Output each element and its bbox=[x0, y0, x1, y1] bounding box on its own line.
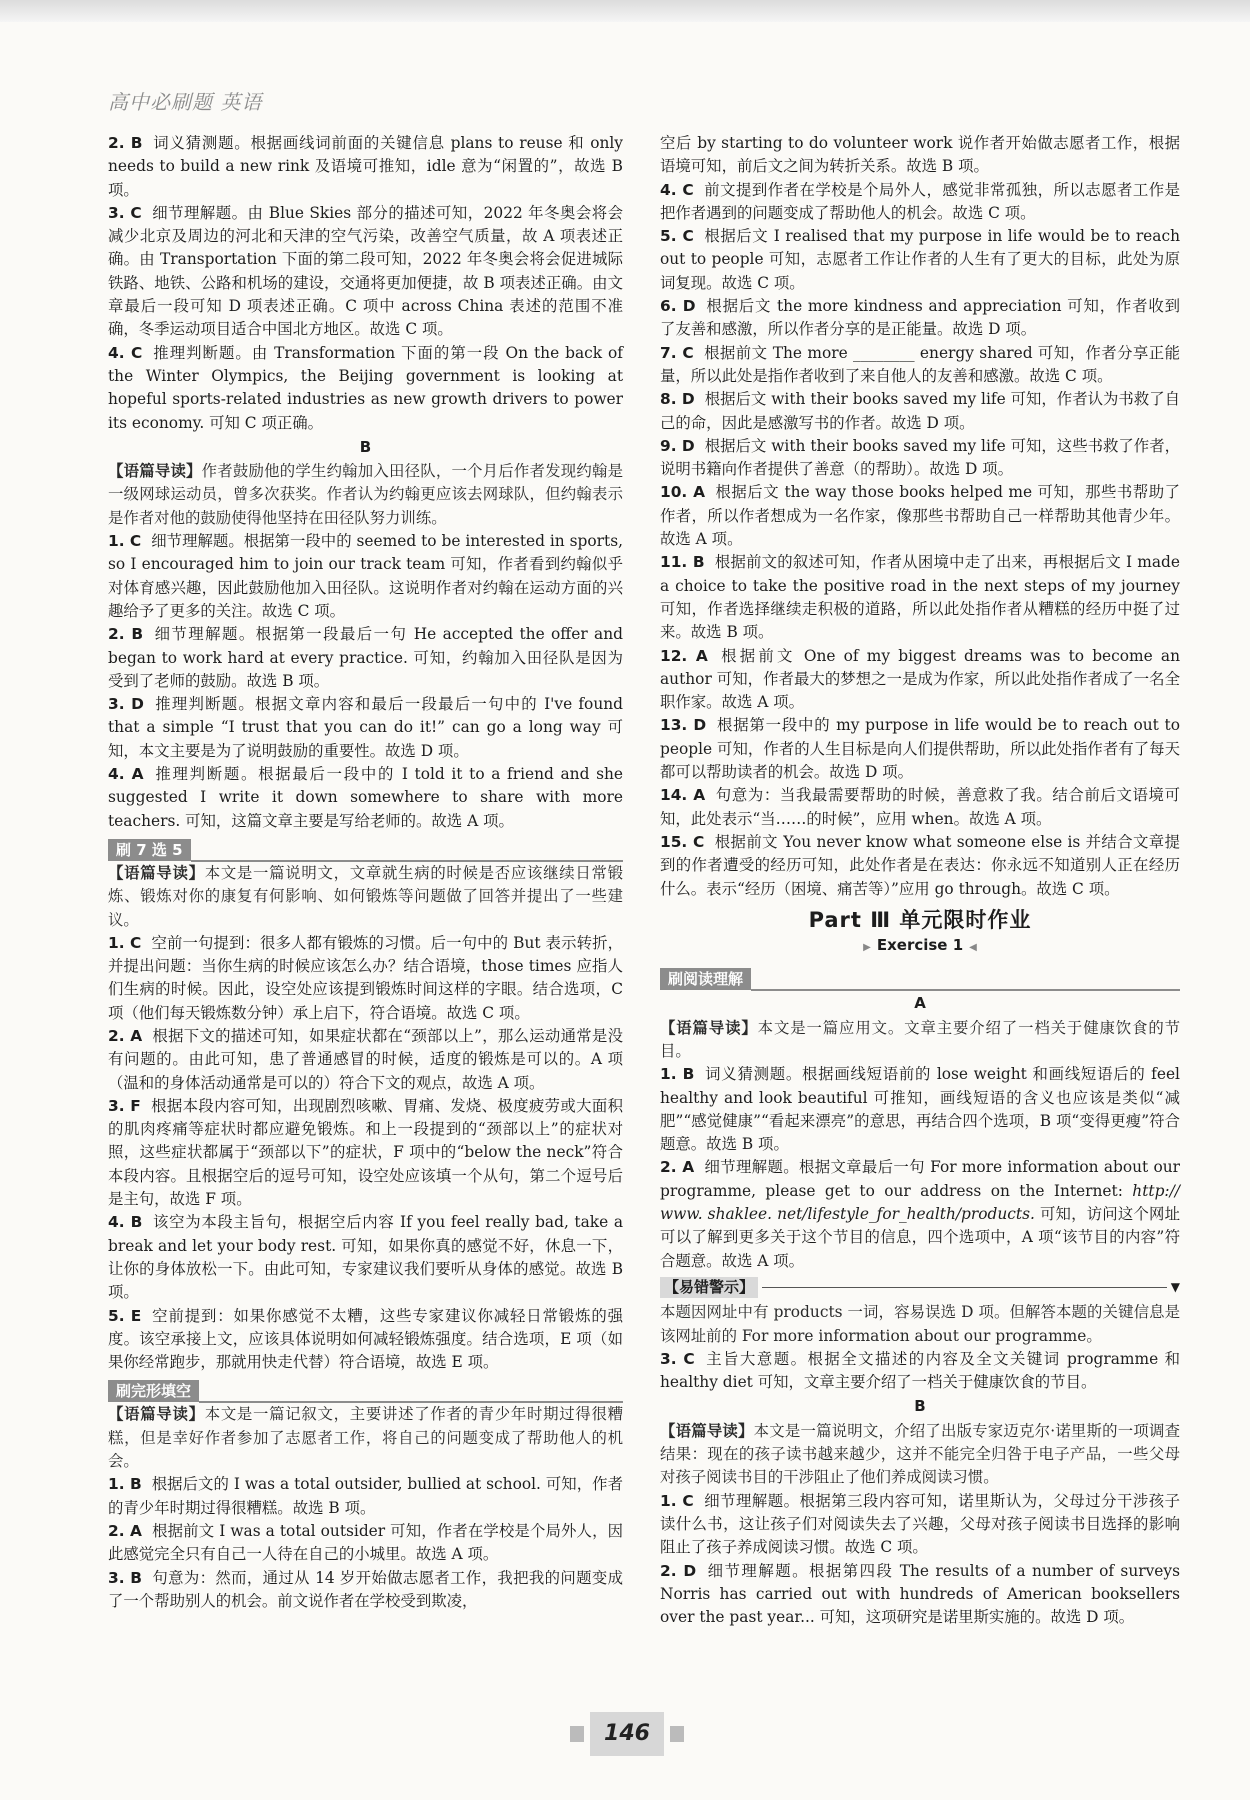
answer-number: 1. B bbox=[108, 1475, 142, 1494]
answer-text: 根据本段内容可知，出现剧烈咳嗽、胃痛、发烧、极度疲劳或大面积的肌肉疼痛等症状时都应避免锻炼。和上一段提到的“颈部以上”的症状对照，这些症状都属于“颈部以下”的症状，F 项中的“below the neck”符合本段内容。且根据空后的逗号可知，设空处应该填一个从句，第二个逗号后是主句，故选 F 项。 bbox=[108, 1096, 623, 1209]
answer-number: 2. B bbox=[108, 134, 143, 152]
answer-number: 2. A bbox=[660, 1158, 695, 1177]
answer-number: 7. C bbox=[660, 343, 694, 362]
passage-guide bbox=[660, 1301, 1180, 1348]
page-number: 146 bbox=[590, 1712, 664, 1756]
answer-number: 5. C bbox=[660, 227, 694, 246]
answer-item bbox=[660, 1490, 1180, 1560]
answer-number: 4. C bbox=[660, 180, 694, 199]
passage-label: A bbox=[914, 994, 926, 1013]
answer-text: 根据前文的叙述可知，作者从困境中走了出来，再根据后文 I made a choice to take the positive road in the next steps of my journey 可知，作者选择继续走积极的道路，所以此处指作者从糟糕的经历中挺了过来。故选 B 项。 bbox=[660, 553, 1180, 642]
answer-text: 细节理解题。根据第四段 The results of a number of surveys Norris has carried out with hundreds of American booksellers over the past year... 可知，这项研究是诺里斯实施的。故选 D 项。 bbox=[660, 1561, 1180, 1627]
page-header: 高中必刷题 英语 bbox=[108, 90, 263, 114]
answer-text: 主旨大意题。根据全文描述的内容及全文关键词 programme 和 healthy diet 可知，文章主要介绍了一档关于健康饮食的节目。 bbox=[660, 1349, 1180, 1392]
triangle-down-icon: ▼ bbox=[1170, 1279, 1180, 1294]
guide-tag: 【语篇导读】 bbox=[660, 1018, 758, 1037]
guide-text: 作者鼓励他的学生约翰加入田径队，一个月后作者发现约翰是一级网球运动员，曾多次获奖。作者认为约翰更应该去网球队，但约翰表示是作者对他的鼓励使得他坚持在田径队努力训练。 bbox=[108, 462, 623, 527]
guide-text: 本文是一篇应用文。文章主要介绍了一档关于健康饮食的节目。 bbox=[660, 1018, 1180, 1060]
answer-text: 推理判断题。根据最后一段中的 I told it to a friend and she suggested I write it down somewhere to share with more teachers. 可知，这篇文章主要是写给老师的。故选 A 项。 bbox=[108, 765, 624, 830]
passage-guide bbox=[108, 862, 623, 932]
answer-number: 8. D bbox=[660, 390, 695, 409]
answer-number: 3. B bbox=[108, 1568, 143, 1587]
answer-item bbox=[660, 179, 1180, 226]
guide-tag: 【语篇导读】 bbox=[108, 863, 205, 882]
guide-text: 本题因网址中有 products 一词，容易误选 D 项。但解答本题的关键信息是该网址前的 For more information about our programme。 bbox=[660, 1303, 1180, 1345]
answer-item bbox=[660, 1348, 1180, 1395]
answer-item bbox=[108, 1567, 623, 1614]
answer-item bbox=[108, 1025, 623, 1095]
answer-item bbox=[660, 1063, 1180, 1156]
answer-number: 2. A bbox=[108, 1521, 142, 1540]
answer-text: 句意为：当我最需要帮助的时候，善意救了我。结合前后文语境可知，此处表示“当……的时候”，应用 when。故选 A 项。 bbox=[660, 786, 1180, 828]
answer-item bbox=[108, 1305, 623, 1375]
exercise-title bbox=[660, 934, 1180, 959]
guide-text: 本文是一篇说明文，介绍了出版专家迈克尔·诺里斯的一项调查结果：现在的孩子读书越来越少，这并不能完全归咎于电子产品，一些父母对孩子阅读书目的干涉阻止了他们养成阅读习惯。 bbox=[660, 1421, 1180, 1487]
answer-text: 细节理解题。根据第一段中的 seemed to be interested in sports, so I encouraged him to join our track team 可知，作者看到约翰似乎对体育感兴趣，因此鼓励他加入田径队。这说明作者对约翰在运动方面的兴趣给予了更多的关注。故选 C 项。 bbox=[108, 532, 623, 620]
answer-text: 空前一句提到：很多人都有锻炼的习惯。后一句中的 But 表示转折，并提出问题：当你生病的时候应该怎么办？结合语境，those times 应指人们生病的时候。因此，设空处应该提到锻炼时间这样的字眼。结合选项，C 项（他们每天锻炼数分钟）承上启下，符合语境。故选 C 项。 bbox=[108, 933, 623, 1022]
answer-item bbox=[660, 1560, 1180, 1630]
answer-number: 1. C bbox=[108, 532, 142, 551]
answer-item bbox=[660, 1156, 1180, 1272]
answer-item bbox=[660, 831, 1180, 901]
answer-text: 细节理解题。根据第一段最后一句 He accepted the offer and began to work hard at every practice. 可知，约翰加入田径队是因为受到了老师的鼓励。故选 B 项。 bbox=[108, 625, 623, 690]
passage-guide bbox=[660, 1017, 1180, 1064]
answer-number: 11. B bbox=[660, 553, 705, 572]
answer-text: 根据前文 I was a total outsider 可知，作者在学校是个局外人，因此感觉完全只有自己一人待在自己的小城里。故选 A 项。 bbox=[108, 1521, 623, 1564]
answer-item bbox=[660, 388, 1180, 435]
answer-text: 根据前文 You never know what someone else is 并结合文章提到的作者遭受的经历可知，此处作者是在表达：你永远不知道别人正在经历什么。表示“经历（困境、痛苦等）”应用 go through。故选 C 项。 bbox=[660, 832, 1180, 898]
passage-guide bbox=[108, 460, 623, 530]
guide-tag: 【语篇导读】 bbox=[108, 462, 202, 481]
answer-number: 1. C bbox=[108, 933, 142, 952]
passage-guide bbox=[660, 1420, 1180, 1490]
answer-number: 2. D bbox=[660, 1561, 697, 1580]
answer-text: 根据后文 the more kindness and appreciation 可知，作者收到了友善和感激，所以作者分享的是正能量。故选 D 项。 bbox=[660, 297, 1180, 339]
answer-item bbox=[108, 1473, 623, 1520]
answer-item bbox=[108, 1211, 623, 1304]
answer-number: 13. D bbox=[660, 716, 707, 735]
answer-number: 5. E bbox=[108, 1306, 142, 1325]
arrow-left-icon: ◀ bbox=[969, 942, 977, 954]
guide-text: 本文是一篇记叙文，主要讲述了作者的青少年时期过得很糟糕，但是幸好作者参加了志愿者工作，将自己的问题变成了帮助他人的机会。 bbox=[108, 1405, 623, 1471]
answer-item bbox=[660, 225, 1180, 295]
answer-item bbox=[660, 784, 1180, 831]
answer-text: 词义猜测题。根据画线词前面的关键信息 plans to reuse 和 only needs to build a new rink 及语境可推知，idle 意为“闲置的”，故选 B 项。 bbox=[108, 134, 623, 199]
passage-label: B bbox=[359, 437, 372, 456]
section-title: 刷 7 选 5 bbox=[108, 839, 191, 861]
right-column bbox=[660, 132, 1180, 1629]
answer-number: 1. B bbox=[660, 1065, 695, 1084]
guide-tag: 【语篇导读】 bbox=[108, 1405, 205, 1424]
part-title: Part Ⅲ 单元限时作业 bbox=[808, 907, 1032, 932]
answer-number: 9. D bbox=[660, 436, 695, 455]
passage-guide bbox=[108, 1403, 623, 1473]
answer-item bbox=[108, 202, 623, 342]
answer-text: 词义猜测题。根据画线短语前的 lose weight 和画线短语后的 feel healthy and look beautiful 可推知，画线短语的含义也应该是类似“减肥”“感觉健康”“看起来漂亮”的意思，再结合四个选项，B 项“变得更瘦”符合题意。故选 B 项。 bbox=[660, 1065, 1180, 1154]
answer-item bbox=[108, 932, 623, 1025]
answer-text: 细节理解题。由 Blue Skies 部分的描述可知，2022 年冬奥会将会减少北京及周边的河北和天津的空气污染，改善空气质量，故 A 项表述正确。由 Transportation 下面的第二段可知，2022 年冬奥会将会促进城际铁路、地铁、公路和机场的建设，交通将更加便捷，故 B 项表述正确。由文章最后一段可知 D 项表述正确。C 项中 across China 表述的范围不准确，冬季运动项目适合中国北方地区。故选 C 项。 bbox=[108, 203, 623, 339]
answer-number: 3. C bbox=[108, 203, 142, 222]
answer-number: 4. A bbox=[108, 765, 144, 784]
answer-text: 句意为：然而，通过从 14 岁开始做志愿者工作，我把我的问题变成了一个帮助别人的机会。前文说作者在学校受到欺凌， bbox=[108, 1568, 623, 1610]
answer-number: 3. F bbox=[108, 1096, 141, 1115]
guide-text: 本文是一篇说明文，文章就生病的时候是否应该继续日常锻炼、锻炼对你的康复有何影响、如何锻炼等问题做了回答并提出了一些建议。 bbox=[108, 863, 623, 929]
answer-item bbox=[660, 481, 1180, 551]
exercise-label: Exercise 1 bbox=[876, 936, 964, 955]
answer-url: http:// www. shaklee. net/lifestyle_for_health/products. bbox=[660, 1181, 1180, 1224]
section-rule bbox=[751, 989, 1180, 991]
answer-text: 推理判断题。根据文章内容和最后一段最后一句中的 I've found that a simple “I trust that you can do it!” can go a long way 可知，本文主要是为了说明鼓励的重要性。故选 D 项。 bbox=[108, 695, 623, 760]
answer-text: 根据下文的描述可知，如果症状都在“颈部以上”，那么运动通常是没有问题的。由此可知，患了普通感冒的时候，适度的锻炼是可以的。A 项（温和的身体活动通常是可以的）符合下文的观点，故选 A 项。 bbox=[108, 1026, 623, 1092]
answer-number: 2. A bbox=[108, 1026, 143, 1045]
answer-number: 4. C bbox=[108, 343, 143, 362]
answer-number: 14. A bbox=[660, 786, 706, 805]
answer-item bbox=[108, 693, 623, 763]
answer-text: 可知，访问这个网址可以了解到更多关于这个节目的信息，四个选项中，A 项“该节目的内容”符合题意。故选 A 项。 bbox=[660, 1205, 1180, 1270]
section-title: 刷阅读理解 bbox=[660, 968, 751, 990]
left-column bbox=[108, 132, 623, 1613]
answer-item bbox=[108, 342, 623, 435]
answer-number: 3. D bbox=[108, 695, 144, 714]
answer-item bbox=[660, 714, 1180, 784]
answer-item bbox=[108, 763, 623, 833]
answer-item bbox=[660, 295, 1180, 342]
answer-text: 该空为本段主旨句，根据空后内容 If you feel really bad, take a break and let your body rest. 可知，如果你真的感觉不好，休息一下，让你的身体放松一下。由此可知，专家建议我们要听从身体的感觉。故选 B 项。 bbox=[108, 1213, 623, 1302]
warning-rule bbox=[762, 1287, 1167, 1288]
answer-text: 根据前文 One of my biggest dreams was to become an author 可知，作者最大的梦想之一是成为作家，所以此处指作者成了一名全职作家。故选 A 项。 bbox=[660, 646, 1180, 712]
answer-item bbox=[108, 623, 623, 693]
answer-number: 3. C bbox=[660, 1349, 695, 1368]
answer-number: 10. A bbox=[660, 483, 706, 502]
answer-text: 细节理解题。根据文章最后一句 For more information about our programme, please get to our address on the Internet: bbox=[660, 1158, 1181, 1200]
answer-number: 12. A bbox=[660, 646, 708, 665]
warning-label: 【易错警示】 bbox=[660, 1277, 758, 1298]
answer-number: 15. C bbox=[660, 832, 705, 851]
section-title: 刷完形填空 bbox=[108, 1380, 199, 1402]
answer-text: 根据后文 the way those books helped me 可知，那些书帮助了作者，所以作者想成为一名作家，像那些书帮助自己一样帮助其他青少年。故选 A 项。 bbox=[660, 483, 1180, 549]
section-header bbox=[108, 836, 623, 862]
answer-text: 根据第一段中的 my purpose in life would be to reach out to people 可知，作者的人生目标是向人们提供帮助，所以此处指作者有了每天都可以帮助读者的机会。故选 D 项。 bbox=[660, 716, 1180, 782]
answer-text: 根据后文的 I was a total outsider, bullied at school. 可知，作者的青少年时期过得很糟糕。故选 B 项。 bbox=[108, 1475, 623, 1517]
continued-text: 空后 by starting to do volunteer work 说作者开始做志愿者工作，根据语境可知，前后文之间为转折关系。故选 B 项。 bbox=[660, 134, 1180, 176]
answer-text: 空前提到：如果你感觉不太糟，这些专家建议你减轻日常锻炼的强度。该空承接上文，应该具体说明如何减轻锻炼强度。结合选项，E 项（如果你经常跑步，那就用快走代替）符合语境，故选 E 项。 bbox=[108, 1306, 623, 1372]
answer-item bbox=[108, 1520, 623, 1567]
answer-text: 前文提到作者在学校是个局外人，感觉非常孤独，所以志愿者工作是把作者遇到的问题变成了帮助他人的机会。故选 C 项。 bbox=[660, 180, 1180, 222]
answer-text: 根据后文 with their books saved my life 可知，作者认为书救了自己的命，因此是感激写书的作者。故选 D 项。 bbox=[660, 390, 1180, 432]
answer-number: 1. C bbox=[660, 1491, 694, 1510]
error-warning-header bbox=[660, 1276, 1180, 1299]
passage-label: B bbox=[914, 1397, 926, 1416]
answer-item bbox=[108, 1095, 623, 1211]
answer-item bbox=[108, 132, 623, 202]
answer-item bbox=[108, 530, 623, 623]
answer-text: 推理判断题。由 Transformation 下面的第一段 On the back of the Winter Olympics, the Beijing government is looking at hopeful sports-related industries as new growth drivers to power its economy. 可知 C 项正确。 bbox=[108, 343, 623, 432]
answer-number: 6. D bbox=[660, 297, 696, 316]
guide-tag: 【语篇导读】 bbox=[660, 1421, 754, 1440]
answer-text: 根据后文 with their books saved my life 可知，这些书救了作者，说明书籍向作者提供了善意（的帮助）。故选 D 项。 bbox=[660, 436, 1180, 479]
section-header bbox=[660, 965, 1180, 991]
answer-item bbox=[660, 551, 1180, 644]
answer-text: 细节理解题。根据第三段内容可知，诺里斯认为，父母过分干涉孩子读什么书，这让孩子们对阅读失去了兴趣，父母对孩子阅读书目选择的影响阻止了孩子养成阅读习惯。故选 C 项。 bbox=[660, 1491, 1180, 1557]
answer-item bbox=[660, 645, 1180, 715]
answer-number: 4. B bbox=[108, 1213, 143, 1232]
arrow-right-icon: ▶ bbox=[863, 942, 871, 954]
answer-item bbox=[660, 342, 1180, 389]
answer-item bbox=[660, 435, 1180, 482]
section-header bbox=[108, 1377, 623, 1403]
answer-text: 根据前文 The more ________ energy shared 可知，作者分享正能量，所以此处是指作者收到了来自他人的友善和感激。故选 C 项。 bbox=[660, 343, 1180, 385]
answer-text: 根据后文 I realised that my purpose in life would be to reach out to people 可知，志愿者工作让作者的人生有了更大的目标，此处为原词复现。故选 C 项。 bbox=[660, 227, 1180, 292]
top-edge bbox=[0, 0, 1250, 22]
answer-number: 2. B bbox=[108, 625, 144, 644]
